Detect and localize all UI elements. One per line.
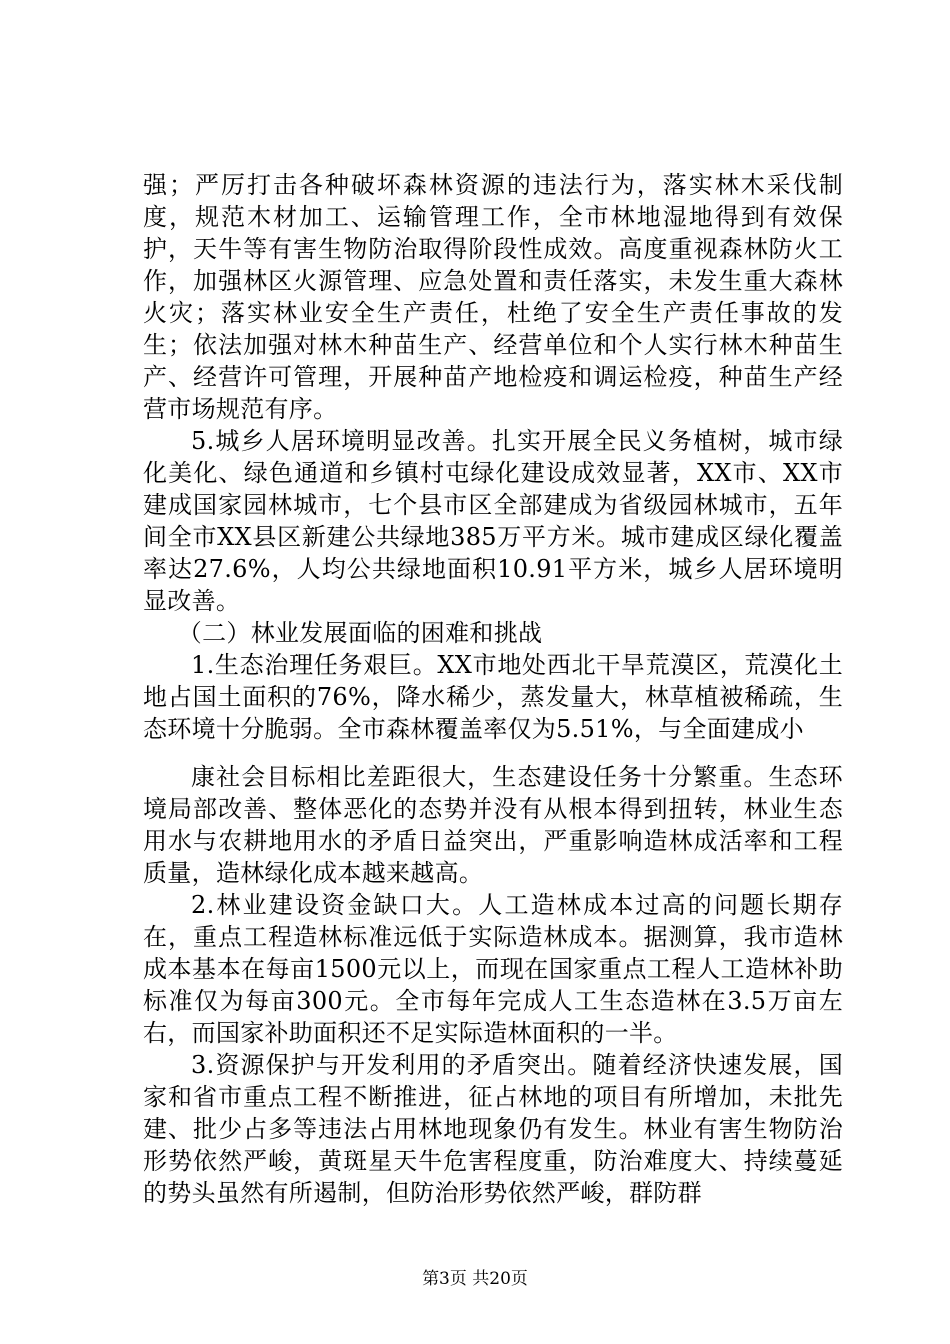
section-heading-challenges: （二）林业发展面临的困难和挑战 <box>177 619 543 647</box>
document-body <box>143 169 843 1209</box>
paragraph-funding-gap: 2.林业建设资金缺口大。人工造林成本过高的问题长期存在，重点工程造林标准远低于实际造林成本。据测算，我市造林成本基本在每亩1500元以上，而现在国家重点工程人工造林补助标准仅为每亩300元。全市每年完成人工生态造林在3.5万亩左右，而国家补助面积还不足实际造林面积的一半。 <box>143 891 843 1047</box>
paragraph-resource-conflict: 3.资源保护与开发利用的矛盾突出。随着经济快速发展，国家和省市重点工程不断推进，征占林地的项目有所增加，未批先建、批少占多等违法占用林地现象仍有发生。林业有害生物防治形势依然严峻，黄斑星天牛危害程度重，防治难度大、持续蔓延的势头虽然有所遏制，但防治形势依然严峻，群防群 <box>143 1051 843 1207</box>
paragraph-ecological-governance-continued: 康社会目标相比差距很大，生态建设任务十分繁重。生态环境局部改善、整体恶化的态势并没有从根本得到扭转，林业生态用水与农耕地用水的矛盾日益突出，严重影响造林成活率和工程质量，造林绿化成本越来越高。 <box>143 763 843 887</box>
paragraph-urban-rural-environment: 5.城乡人居环境明显改善。扎实开展全民义务植树，城市绿化美化、绿色通道和乡镇村屯绿化建设成效显著，XX市、XX市建成国家园林城市，七个县市区全部建成为省级园林城市，五年间全市XX县区新建公共绿地385万平方米。城市建成区绿化覆盖率达27.6%，人均公共绿地面积10.91平方米，城乡人居环境明显改善。 <box>143 427 843 615</box>
page-footer <box>0 1268 950 1290</box>
paragraph-forest-protection: 强；严厉打击各种破坏森林资源的违法行为，落实林木采伐制度，规范木材加工、运输管理工作，全市林地湿地得到有效保护，天牛等有害生物防治取得阶段性成效。高度重视森林防火工作，加强林区火源管理、应急处置和责任落实，未发生重大森林火灾；落实林业安全生产责任，杜绝了安全生产责任事故的发生；依法加强对林木种苗生产、经营单位和个人实行林木种苗生产、经营许可管理，开展种苗产地检疫和调运检疫，种苗生产经营市场规范有序。 <box>143 171 843 423</box>
page-number: 第3页 共20页 <box>422 1269 528 1289</box>
paragraph-ecological-governance: 1.生态治理任务艰巨。XX市地处西北干旱荒漠区，荒漠化土地占国土面积的76%，降水稀少，蒸发量大，林草植被稀疏，生态环境十分脆弱。全市森林覆盖率仅为5.51%，与全面建成小 <box>143 651 843 743</box>
